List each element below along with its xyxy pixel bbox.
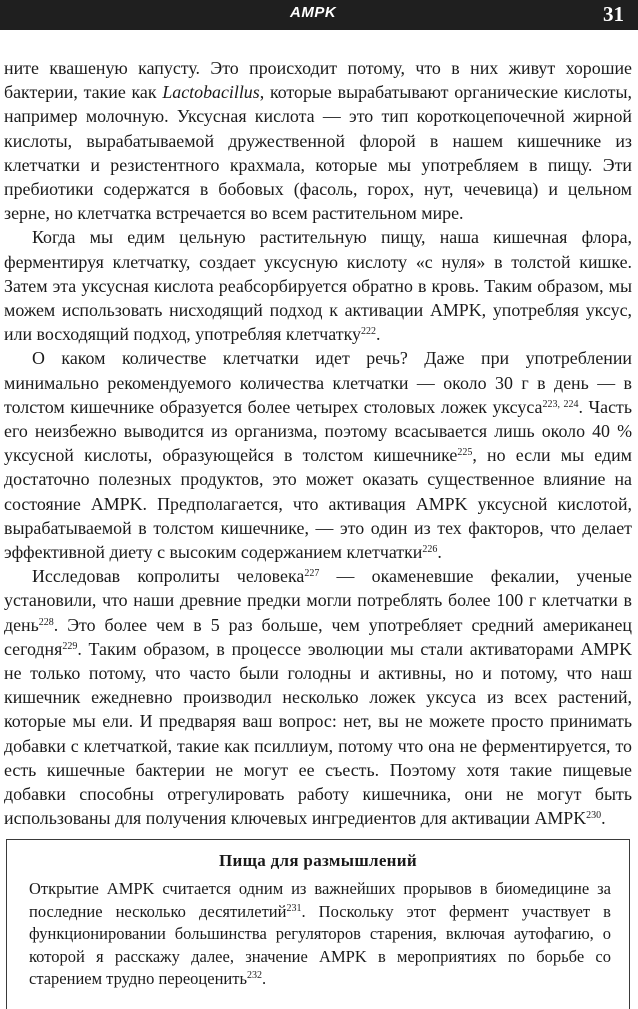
paragraph [4, 564, 632, 830]
text-run: . [375, 324, 381, 345]
footnote-ref: 231 [286, 902, 302, 914]
running-title: AMPK [290, 4, 337, 21]
footnote-ref: 228 [38, 616, 54, 628]
footnote-ref: 223, 224 [542, 398, 579, 410]
text-run: . [437, 542, 442, 563]
text-run: . [601, 808, 606, 829]
text-run: Открытие AMPK считается одним из важнейших прорывов в биомедицине за последние несколько десятилетий [29, 879, 611, 921]
sidebar-box [6, 839, 630, 1009]
body-text [4, 56, 632, 831]
footnote-ref: 227 [304, 568, 320, 580]
footnote-ref: 232 [246, 970, 262, 982]
footnote-ref: 229 [62, 640, 78, 652]
text-run: . Таким образом, в процессе эволюции мы стали активаторами AMPK не только потому, что часто были голодны и активны, но и потому, что наш кишечник ежедневно производил несколько ложек уксуса из всех растений, которые мы ели. И предваряя ваш вопрос: нет, вы не можете просто принимать добавки с клетчаткой, такие как псиллиум, потому что она не ферментируется, то есть кишечные бактерии не могут ее съесть. Поэтому хотя такие пищевые добавки способны отрегулировать работу кишечника, они не могут быть использованы для получения ключевых ингредиентов для активации AMPK [4, 638, 632, 829]
text-run: ните квашеную капусту. Это происходит потому, что в них живут хорошие бактерии, такие как [4, 58, 632, 103]
text-run: Когда мы едим цельную растительную пищу, наша кишечная флора, ферментируя клетчатку, создает уксусную кислоту «с нуля» в толстой кишке. Затем эта уксусная кислота реабсорбируется обратно в кровь. Таким образом, мы можем использовать нисходящий подход к активации AMPK, употребляя уксус, или восходящий подход, употребляя клетчатку [4, 227, 632, 345]
italic-term: Lactobacillus [162, 82, 260, 103]
footnote-ref: 225 [457, 447, 473, 459]
sidebar-paragraph [29, 878, 611, 991]
text-run: — окаменевшие фекалии, ученые установили, что наши древние предки могли потреблять более 100 г клетчатки в день [4, 566, 632, 635]
paragraph [4, 225, 632, 346]
page-number: 31 [603, 2, 624, 26]
paragraph [4, 346, 632, 564]
sidebar-title: Пища для размышлений [219, 851, 417, 870]
page-header [0, 0, 638, 30]
footnote-ref: 226 [422, 544, 438, 556]
text-run: Исследовав копролиты человека [32, 566, 305, 587]
text-run: , но если мы едим достаточно полезных продуктов, это может оказать существенное влияние на состояние AMPK. Предполагается, что активация AMPK уксусной кислотой, вырабатываемой в толстом кишечнике, — это один из тех факторов, что делает эффективной диету с высоким содержанием клетчатки [4, 445, 632, 563]
text-run: . [261, 969, 267, 989]
text-run: О каком количестве клетчатки идет речь? Даже при употреблении минимально рекомендуемого количества клетчатки — около 30 г в день — в толстом кишечнике образуется более четырех столовых ложек уксуса [4, 348, 632, 417]
text-run: , которые вырабатывают органические кислоты, например молочную. Уксусная кислота — это тип короткоцепочечной жирной кислоты, вырабатываемой дружественной флорой в нашем кишечнике из клетчатки и резистентного крахмала, которые мы употребляем в пищу. Эти пребиотики содержатся в бобовых (фасоль, горох, нут, чечевица) и цельном зерне, но клетчатка встречается во всем растительном мире. [4, 82, 632, 224]
paragraph [4, 56, 632, 225]
footnote-ref: 230 [586, 810, 602, 822]
footnote-ref: 222 [360, 326, 376, 338]
text-run: . Это более чем в 5 раз больше, чем употребляет средний американец сегодня [4, 614, 632, 659]
text-run: . Часть его неизбежно выводится из организма, поэтому всасывается лишь около 40 % уксусной кислоты, образующейся в толстом кишечнике [4, 396, 633, 466]
text-run: . Поскольку этот фермент участвует в функционировании большинства регуляторов старения, включая аутофагию, о которой я расскажу далее, значение AMPK в мероприятиях по борьбе со старением трудно переоценить [29, 901, 611, 989]
